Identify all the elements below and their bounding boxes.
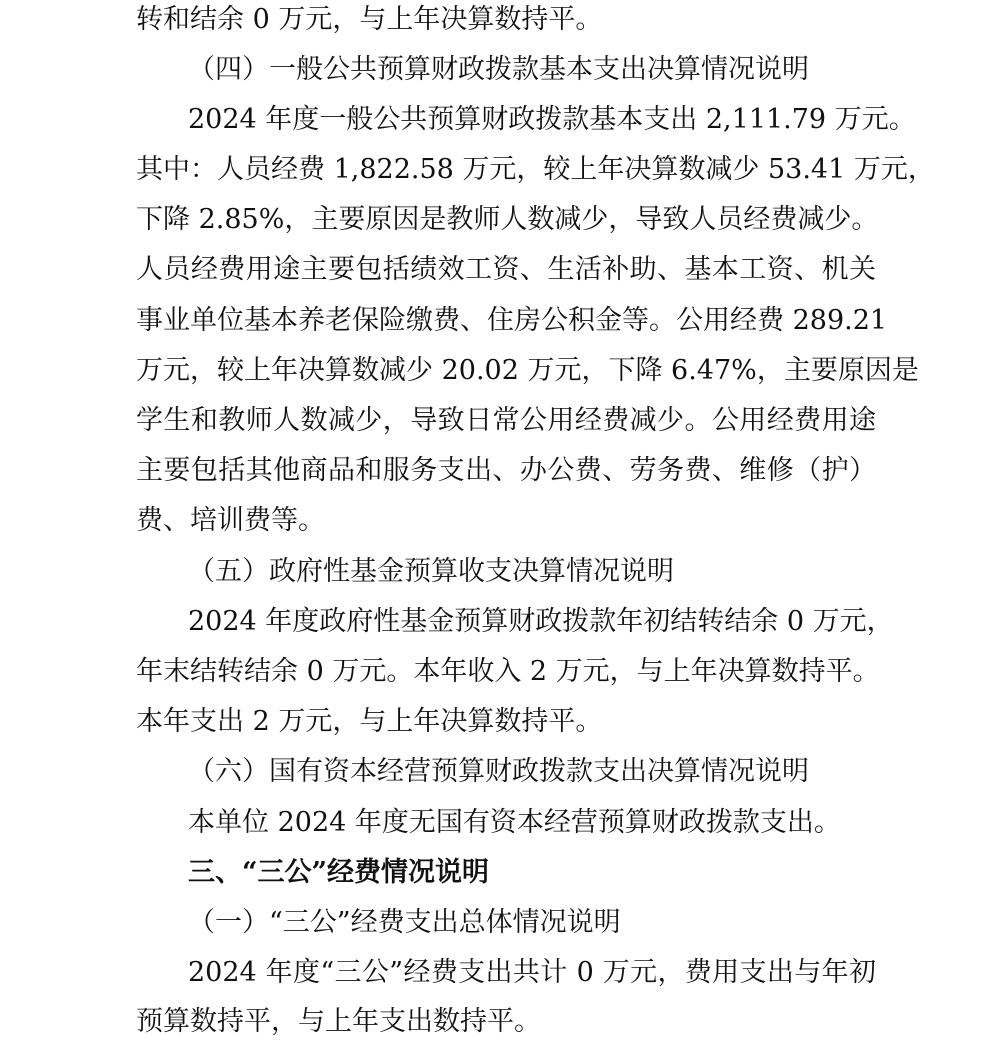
chapter-heading-3: 三、“三公”经费情况说明 xyxy=(188,857,490,888)
section-heading-6: （六）国有资本经营预算财政拨款支出决算情况说明 xyxy=(188,756,809,787)
text-line: 2024 年度“三公”经费支出共计 0 万元，费用支出与年初 xyxy=(188,957,876,988)
text-line: 人员经费用途主要包括绩效工资、生活补助、基本工资、机关 xyxy=(136,254,876,285)
text-line: 本年支出 2 万元，与上年决算数持平。 xyxy=(136,706,603,737)
text-line: 万元，较上年决算数减少 20.02 万元，下降 6.47%，主要原因是 xyxy=(136,355,919,386)
section-heading-3-1: （一）“三公”经费支出总体情况说明 xyxy=(188,907,621,938)
text-line: 预算数持平，与上年支出数持平。 xyxy=(136,1006,541,1037)
text-line: 本单位 2024 年度无国有资本经营预算财政拨款支出。 xyxy=(188,807,841,838)
text-line: 年末结转结余 0 万元。本年收入 2 万元，与上年决算数持平。 xyxy=(136,656,880,687)
section-heading-4: （四）一般公共预算财政拨款基本支出决算情况说明 xyxy=(188,54,809,85)
text-line: 费、培训费等。 xyxy=(136,505,325,536)
text-line: 学生和教师人数减少，导致日常公用经费减少。公用经费用途 xyxy=(136,405,876,436)
section-heading-5: （五）政府性基金预算收支决算情况说明 xyxy=(188,556,674,587)
text-line: 下降 2.85%，主要原因是教师人数减少，导致人员经费减少。 xyxy=(136,204,879,235)
text-line: 转和结余 0 万元，与上年决算数持平。 xyxy=(136,4,603,35)
text-line: 2024 年度政府性基金预算财政拨款年初结转结余 0 万元， xyxy=(188,606,894,637)
text-line: 2024 年度一般公共预算财政拨款基本支出 2,111.79 万元。 xyxy=(188,104,916,135)
text-line: 其中：人员经费 1,822.58 万元，较上年决算数减少 53.41 万元， xyxy=(136,154,935,185)
text-line: 事业单位基本养老保险缴费、住房公积金等。公用经费 289.21 xyxy=(136,305,888,336)
text-line: 主要包括其他商品和服务支出、办公费、劳务费、维修（护） xyxy=(136,455,876,486)
